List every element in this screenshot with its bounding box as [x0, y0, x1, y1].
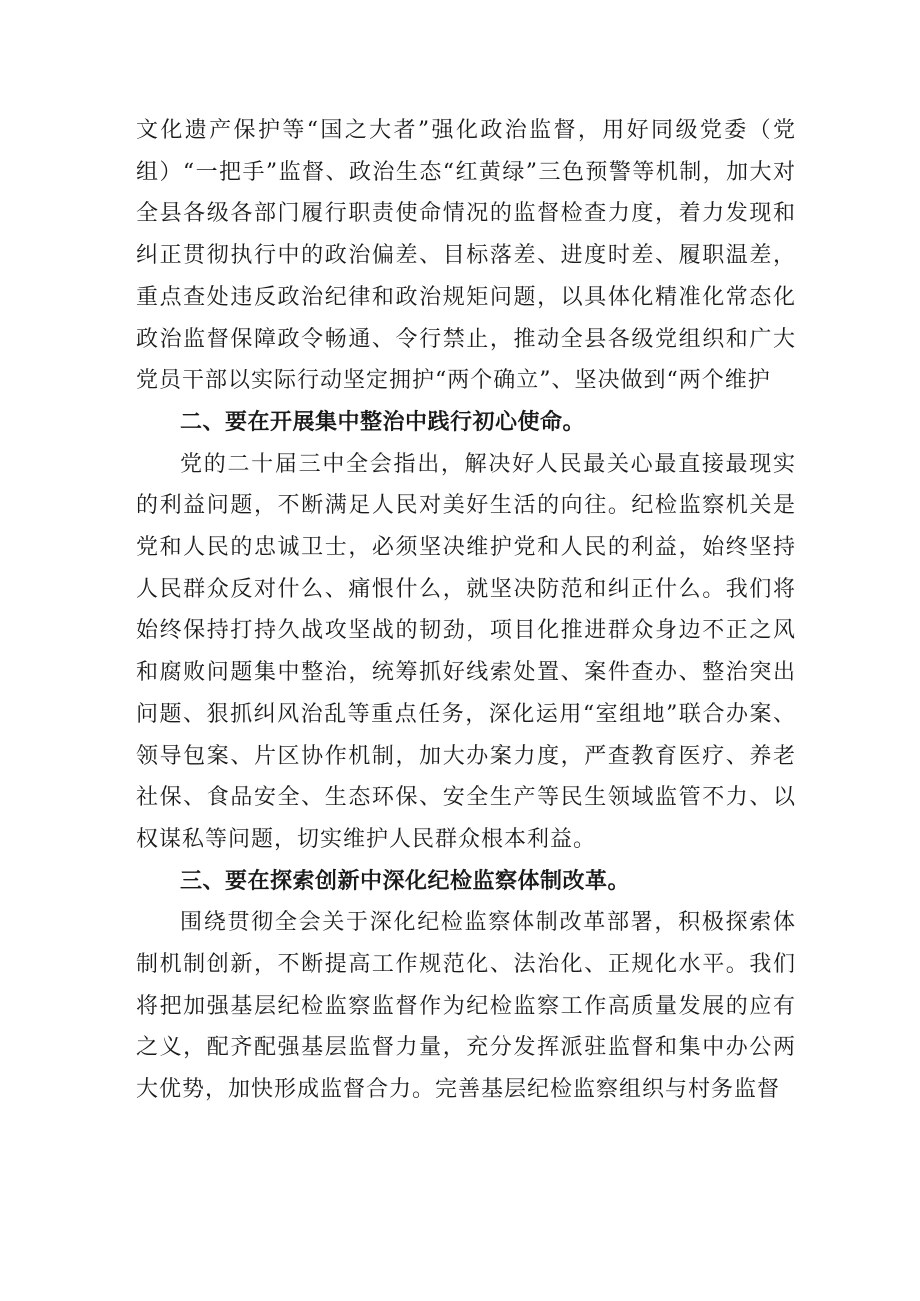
section-heading-2: 二、要在开展集中整治中践行初心使命。	[180, 409, 586, 435]
paragraph-centralized-rectification: 党的二十届三中全会指出，解决好人民最关心最直接最现实的利益问题，不断满足人民对美好生活的向往。纪检监察机关是党和人民的忠诚卫士，必须坚决维护党和人民的利益，始终坚持人民群众反对什么、痛恨什么，就坚决防范和纠正什么。我们将始终保持打持久战攻坚战的韧劲，项目化推进群众身边不正之风和腐败问题集中整治，统筹抓好线索处置、案件查办、整治突出问题、狠抓纠风治乱等重点任务，深化运用“室组地”联合办案、领导包案、片区协作机制，加大办案力度，严查教育医疗、养老社保、食品安全、生态环保、安全生产等民生领域监管不力、以权谋私等问题，切实维护人民群众根本利益。	[136, 451, 796, 852]
paragraph-political-supervision: 文化遗产保护等“国之大者”强化政治监督，用好同级党委（党组）“一把手”监督、政治生态“红黄绿”三色预警等机制，加大对全县各级各部门履行职责使命情况的监督检查力度，着力发现和纠正贯彻执行中的政治偏差、目标落差、进度时差、履职温差，重点查处违反政治纪律和政治规矩问题，以具体化精准化常态化政治监督保障政令畅通、令行禁止，推动全县各级党组织和广大党员干部以实际行动坚定拥护“两个确立”、坚决做到“两个维护	[136, 118, 796, 394]
section-heading-3: 三、要在探索创新中深化纪检监察体制改革。	[180, 868, 631, 894]
paragraph-system-reform: 围绕贯彻全会关于深化纪检监察体制改革部署，积极探索体制机制创新，不断提高工作规范化、法治化、正规化水平。我们将把加强基层纪检监察监督作为纪检监察工作高质量发展的应有之义，配齐配强基层监督力量，充分发挥派驻监督和集中办公两大优势，加快形成监督合力。完善基层纪检监察组织与村务监督	[136, 910, 796, 1103]
document-body	[136, 110, 796, 1111]
